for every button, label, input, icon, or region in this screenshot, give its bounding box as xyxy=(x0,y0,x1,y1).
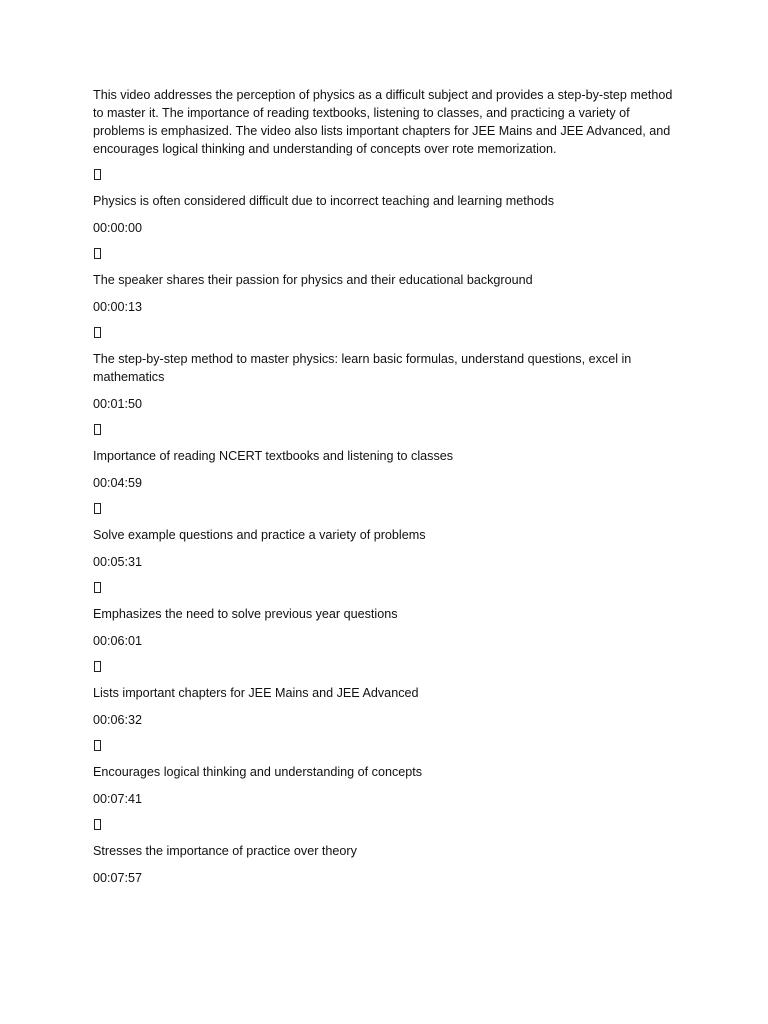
entry-text: Importance of reading NCERT textbooks and listening to classes xyxy=(93,449,454,463)
video-summary: This video addresses the perception of physics as a difficult subject and provides a step-by-step method to master it. The importance of reading textbooks, listening to classes, and practicing a variety of problems is emphasized. The video also lists important chapters for JEE Mains and JEE Advanced, and encourages logical thinking and understanding of concepts over rote memorization. xyxy=(93,88,673,156)
entry-text: The step-by-step method to master physics: learn basic formulas, understand questions, excel in mathematics xyxy=(93,352,632,384)
entry-text: Stresses the importance of practice over theory xyxy=(93,844,357,858)
entry-timestamp: 00:05:31 xyxy=(93,555,143,569)
entry-text: Emphasizes the need to solve previous year questions xyxy=(93,607,398,621)
entry-timestamp: 00:00:00 xyxy=(93,221,143,235)
list-item xyxy=(93,740,673,808)
entry-timestamp: 00:07:41 xyxy=(93,792,143,806)
entry-text: Physics is often considered difficult due to incorrect teaching and learning methods xyxy=(93,194,555,208)
missing-glyph-box-icon xyxy=(94,169,101,180)
list-item xyxy=(93,424,673,492)
list-item xyxy=(93,661,673,729)
document-page xyxy=(93,86,673,898)
missing-glyph-box-icon xyxy=(94,819,101,830)
entry-timestamp: 00:01:50 xyxy=(93,397,143,411)
missing-glyph-box-icon xyxy=(94,248,101,259)
entry-text: Solve example questions and practice a variety of problems xyxy=(93,528,426,542)
list-item xyxy=(93,327,673,413)
list-item xyxy=(93,503,673,571)
missing-glyph-box-icon xyxy=(94,503,101,514)
list-item xyxy=(93,169,673,237)
list-item xyxy=(93,819,673,887)
missing-glyph-box-icon xyxy=(94,582,101,593)
entry-timestamp: 00:04:59 xyxy=(93,476,143,490)
entry-timestamp: 00:06:01 xyxy=(93,634,143,648)
missing-glyph-box-icon xyxy=(94,327,101,338)
entry-text: Lists important chapters for JEE Mains and JEE Advanced xyxy=(93,686,419,700)
entry-text: The speaker shares their passion for physics and their educational background xyxy=(93,273,533,287)
list-item xyxy=(93,248,673,316)
entry-timestamp: 00:00:13 xyxy=(93,300,143,314)
entry-timestamp: 00:06:32 xyxy=(93,713,143,727)
missing-glyph-box-icon xyxy=(94,424,101,435)
entry-timestamp: 00:07:57 xyxy=(93,871,143,885)
missing-glyph-box-icon xyxy=(94,740,101,751)
missing-glyph-box-icon xyxy=(94,661,101,672)
entry-text: Encourages logical thinking and understanding of concepts xyxy=(93,765,423,779)
list-item xyxy=(93,582,673,650)
